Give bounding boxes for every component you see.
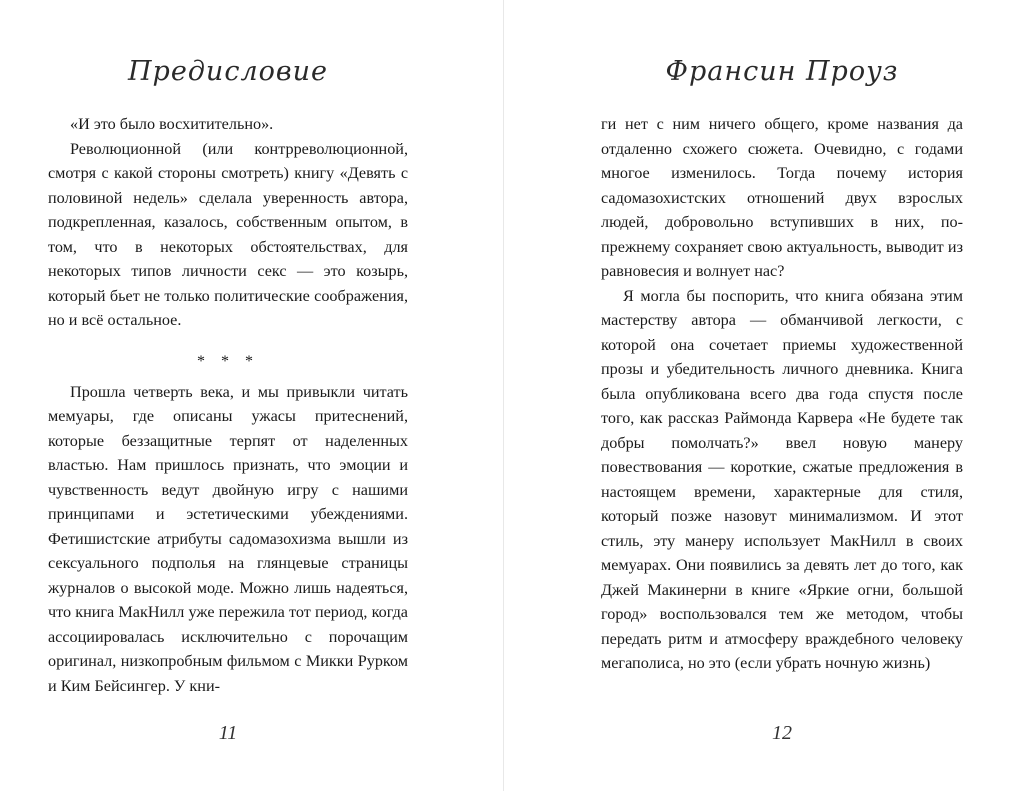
page-gutter [503,0,504,791]
page-number-left: 11 [218,722,238,744]
paragraph: Прошла четверть века, и мы привыкли читать мемуары, где описаны ужасы притеснений, которые беззащитные терпят от наделенных властью. Нам пришлось признать, что эмоции и чувственность ведут двойную игру с нашими принципами и эстетическими убеждениями. Фетишистские атрибуты садомазохизма вышли из сексуального подполья на глянцевые страницы журналов о высокой моде. Можно лишь надеяться, что книга МакНилл уже пережила тот период, когда ассоциировалась исключительно с порочащим оригинал, низкопробным фильмом с Микки Рурком и Ким Бейсингер. У кни- [48,382,408,695]
paragraph: Революционной (или контрреволюционной, смотря с какой стороны смотреть) книгу «Девять с половиной недель» сделала уверенность автора, подкрепленная, казалось, собственным опытом, в том, что в некоторых обстоятельствах, для некоторых типов личности секс — это козырь, который бьет не только политические соображения, но и всё остальное. [48,139,408,329]
right-page-text [601,112,963,676]
page-number-right: 12 [772,722,792,744]
paragraph: ги нет с ним ничего общего, кроме названия да отдаленно схожего сюжета. Очевидно, с годами многое изменилось. Тогда почему история садомазохистских отношений двух взрослых людей, добровольно вступивших в них, по-прежнему сохраняет свою актуальность, выводит из равновесия и волнует нас? [601,115,963,280]
paragraph: «И это было восхитительно». [70,115,274,133]
left-page [48,0,408,791]
paragraph: Я могла бы поспорить, что книга обязана этим мастерству автора — обманчивой легкости, с которой она сочетает приемы художественной прозы и убедительность личного дневника. Книга была опубликована всего два года спустя после того, как рассказ Раймонда Карвера «Не будете так добры помолчать?» ввел новую манеру повествования — короткие, сжатые предложения в настоящем времени, характерные для стиля, который позже назовут минимализмом. И этот стиль, эту манеру использует МакНилл в своих мемуарах. Они появились за девять лет до того, как Джей Макинерни в книге «Яркие огни, большой город» воспользовался тем же методом, чтобы передать ритм и атмосферу враждебного человеку мегаполиса, но это (если убрать ночную жизнь) [601,286,963,672]
right-page [601,0,963,791]
running-head-left: Предисловие [128,56,328,87]
left-page-text [48,112,408,698]
running-head-right: Франсин Проуз [665,56,899,87]
section-break: * * * [197,352,259,370]
